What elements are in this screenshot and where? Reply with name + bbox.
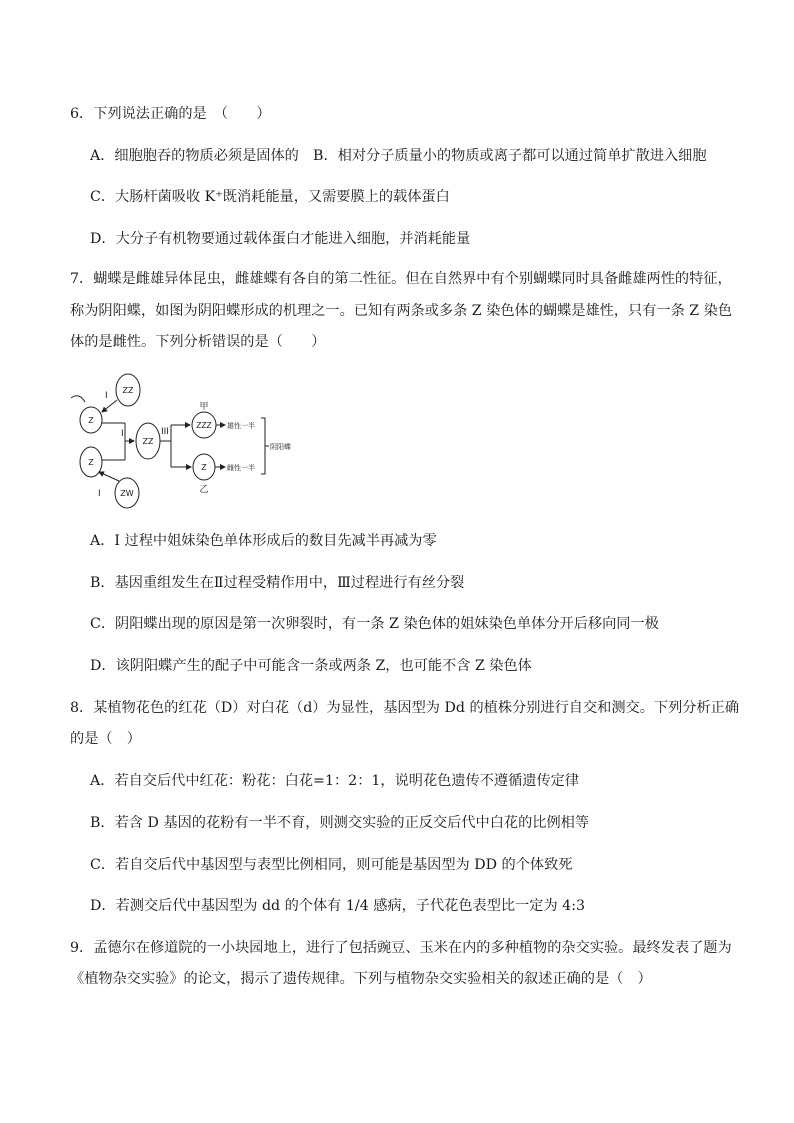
label-i-bottom: I bbox=[98, 489, 101, 499]
question-9-stem-line-1: 9．孟德尔在修道院的一小块园地上，进行了包括豌豆、玉米在内的多种植物的杂交实验。最终发表了题为 bbox=[70, 940, 732, 956]
cell-z-top-label: Z bbox=[88, 416, 94, 425]
question-8-stem-line-2: 的是（ ） bbox=[70, 731, 141, 747]
question-7-stem-line-2: 称为阴阳蝶，如图为阴阳蝶形成的机理之一。已知有两条或多条 Z 染色体的蝴蝶是雄性，只有一条 Z 染色 bbox=[70, 303, 733, 319]
label-iii: III bbox=[161, 427, 169, 437]
question-6-option-d: D．大分子有机物要通过载体蛋白才能进入细胞，并消耗能量 bbox=[90, 231, 471, 247]
question-7-option-c: C．阴阳蝶出现的原因是第一次卵裂时，有一条 Z 染色体的姐妹染色单体分开后移向同一极 bbox=[90, 616, 659, 632]
question-7-option-b: B．基因重组发生在Ⅱ过程受精作用中，Ⅲ过程进行有丝分裂 bbox=[90, 575, 465, 591]
question-8-option-b: B．若含 D 基因的花粉有一半不育，则测交实验的正反交后代中白花的比例相等 bbox=[90, 815, 590, 831]
arrow-meiosis-bottom bbox=[99, 472, 119, 481]
question-9-stem-line-2: 《植物杂交实验》的论文，揭示了遗传规律。下列与植物杂交实验相关的叙述正确的是（ ） bbox=[70, 971, 652, 987]
question-7-stem-line-3: 体的是雌性。下列分析错误的是（ ） bbox=[70, 334, 326, 350]
question-6-option-a-b: A．细胞胞吞的物质必须是固体的 B．相对分子质量小的物质或离子都可以通过简单扩散进入细胞 bbox=[90, 148, 707, 164]
arrow-meiosis-top bbox=[102, 400, 117, 412]
question-6-option-c: C．大肠杆菌吸收 K⁺既消耗能量，又需要膜上的载体蛋白 bbox=[90, 189, 450, 205]
cell-zz-top-label: ZZ bbox=[122, 386, 134, 395]
text-yinyang: 阴阳蝶 bbox=[270, 443, 291, 451]
question-7-option-a: A．I 过程中姐妹染色单体形成后的数目先减半再减为零 bbox=[90, 533, 437, 549]
question-8-option-a: A．若自交后代中红花：粉花：白花=1：2：1，说明花色遗传不遵循遗传定律 bbox=[90, 773, 580, 789]
question-7-stem-line-1: 7．蝴蝶是雌雄异体昆虫，雌雄蝶有各自的第二性征。但在自然界中有个别蝴蝶同时具备雌雄两性的特征， bbox=[70, 271, 732, 287]
yinyang-butterfly-diagram bbox=[65, 368, 325, 518]
question-8-option-d: D．若测交后代中基因型为 dd 的个体有 1/4 感病，子代花色表型比一定为 4:3 bbox=[90, 898, 586, 914]
bracket bbox=[261, 418, 269, 474]
question-8-stem-line-1: 8．某植物花色的红花（D）对白花（d）为显性，基因型为 Dd 的植株分别进行自交和测交。下列分析正确 bbox=[70, 700, 740, 716]
label-yi: 乙 bbox=[199, 485, 209, 495]
label-jia: 甲 bbox=[199, 402, 209, 412]
cell-z-bottom-label: Z bbox=[88, 458, 94, 467]
question-6-stem: 6．下列说法正确的是 （ ） bbox=[70, 106, 271, 122]
cell-zzz-label: ZZZ bbox=[196, 421, 212, 430]
cell-zz-zygote-label: ZZ bbox=[142, 437, 154, 446]
label-i-top: I bbox=[105, 391, 108, 401]
text-female-half: 雌性一半 bbox=[227, 464, 255, 472]
label-ii: II bbox=[121, 429, 127, 439]
left-curve-stroke bbox=[71, 396, 85, 402]
text-male-half: 雄性一半 bbox=[227, 422, 255, 430]
cell-zw-label: ZW bbox=[120, 489, 134, 498]
question-7-option-d: D．该阴阳蝶产生的配子中可能含一条或两条 Z，也可能不含 Z 染色体 bbox=[90, 658, 532, 674]
question-8-option-c: C．若自交后代中基因型与表型比例相同，则可能是基因型为 DD 的个体致死 bbox=[90, 857, 573, 873]
cell-z-right-label: Z bbox=[201, 463, 207, 472]
